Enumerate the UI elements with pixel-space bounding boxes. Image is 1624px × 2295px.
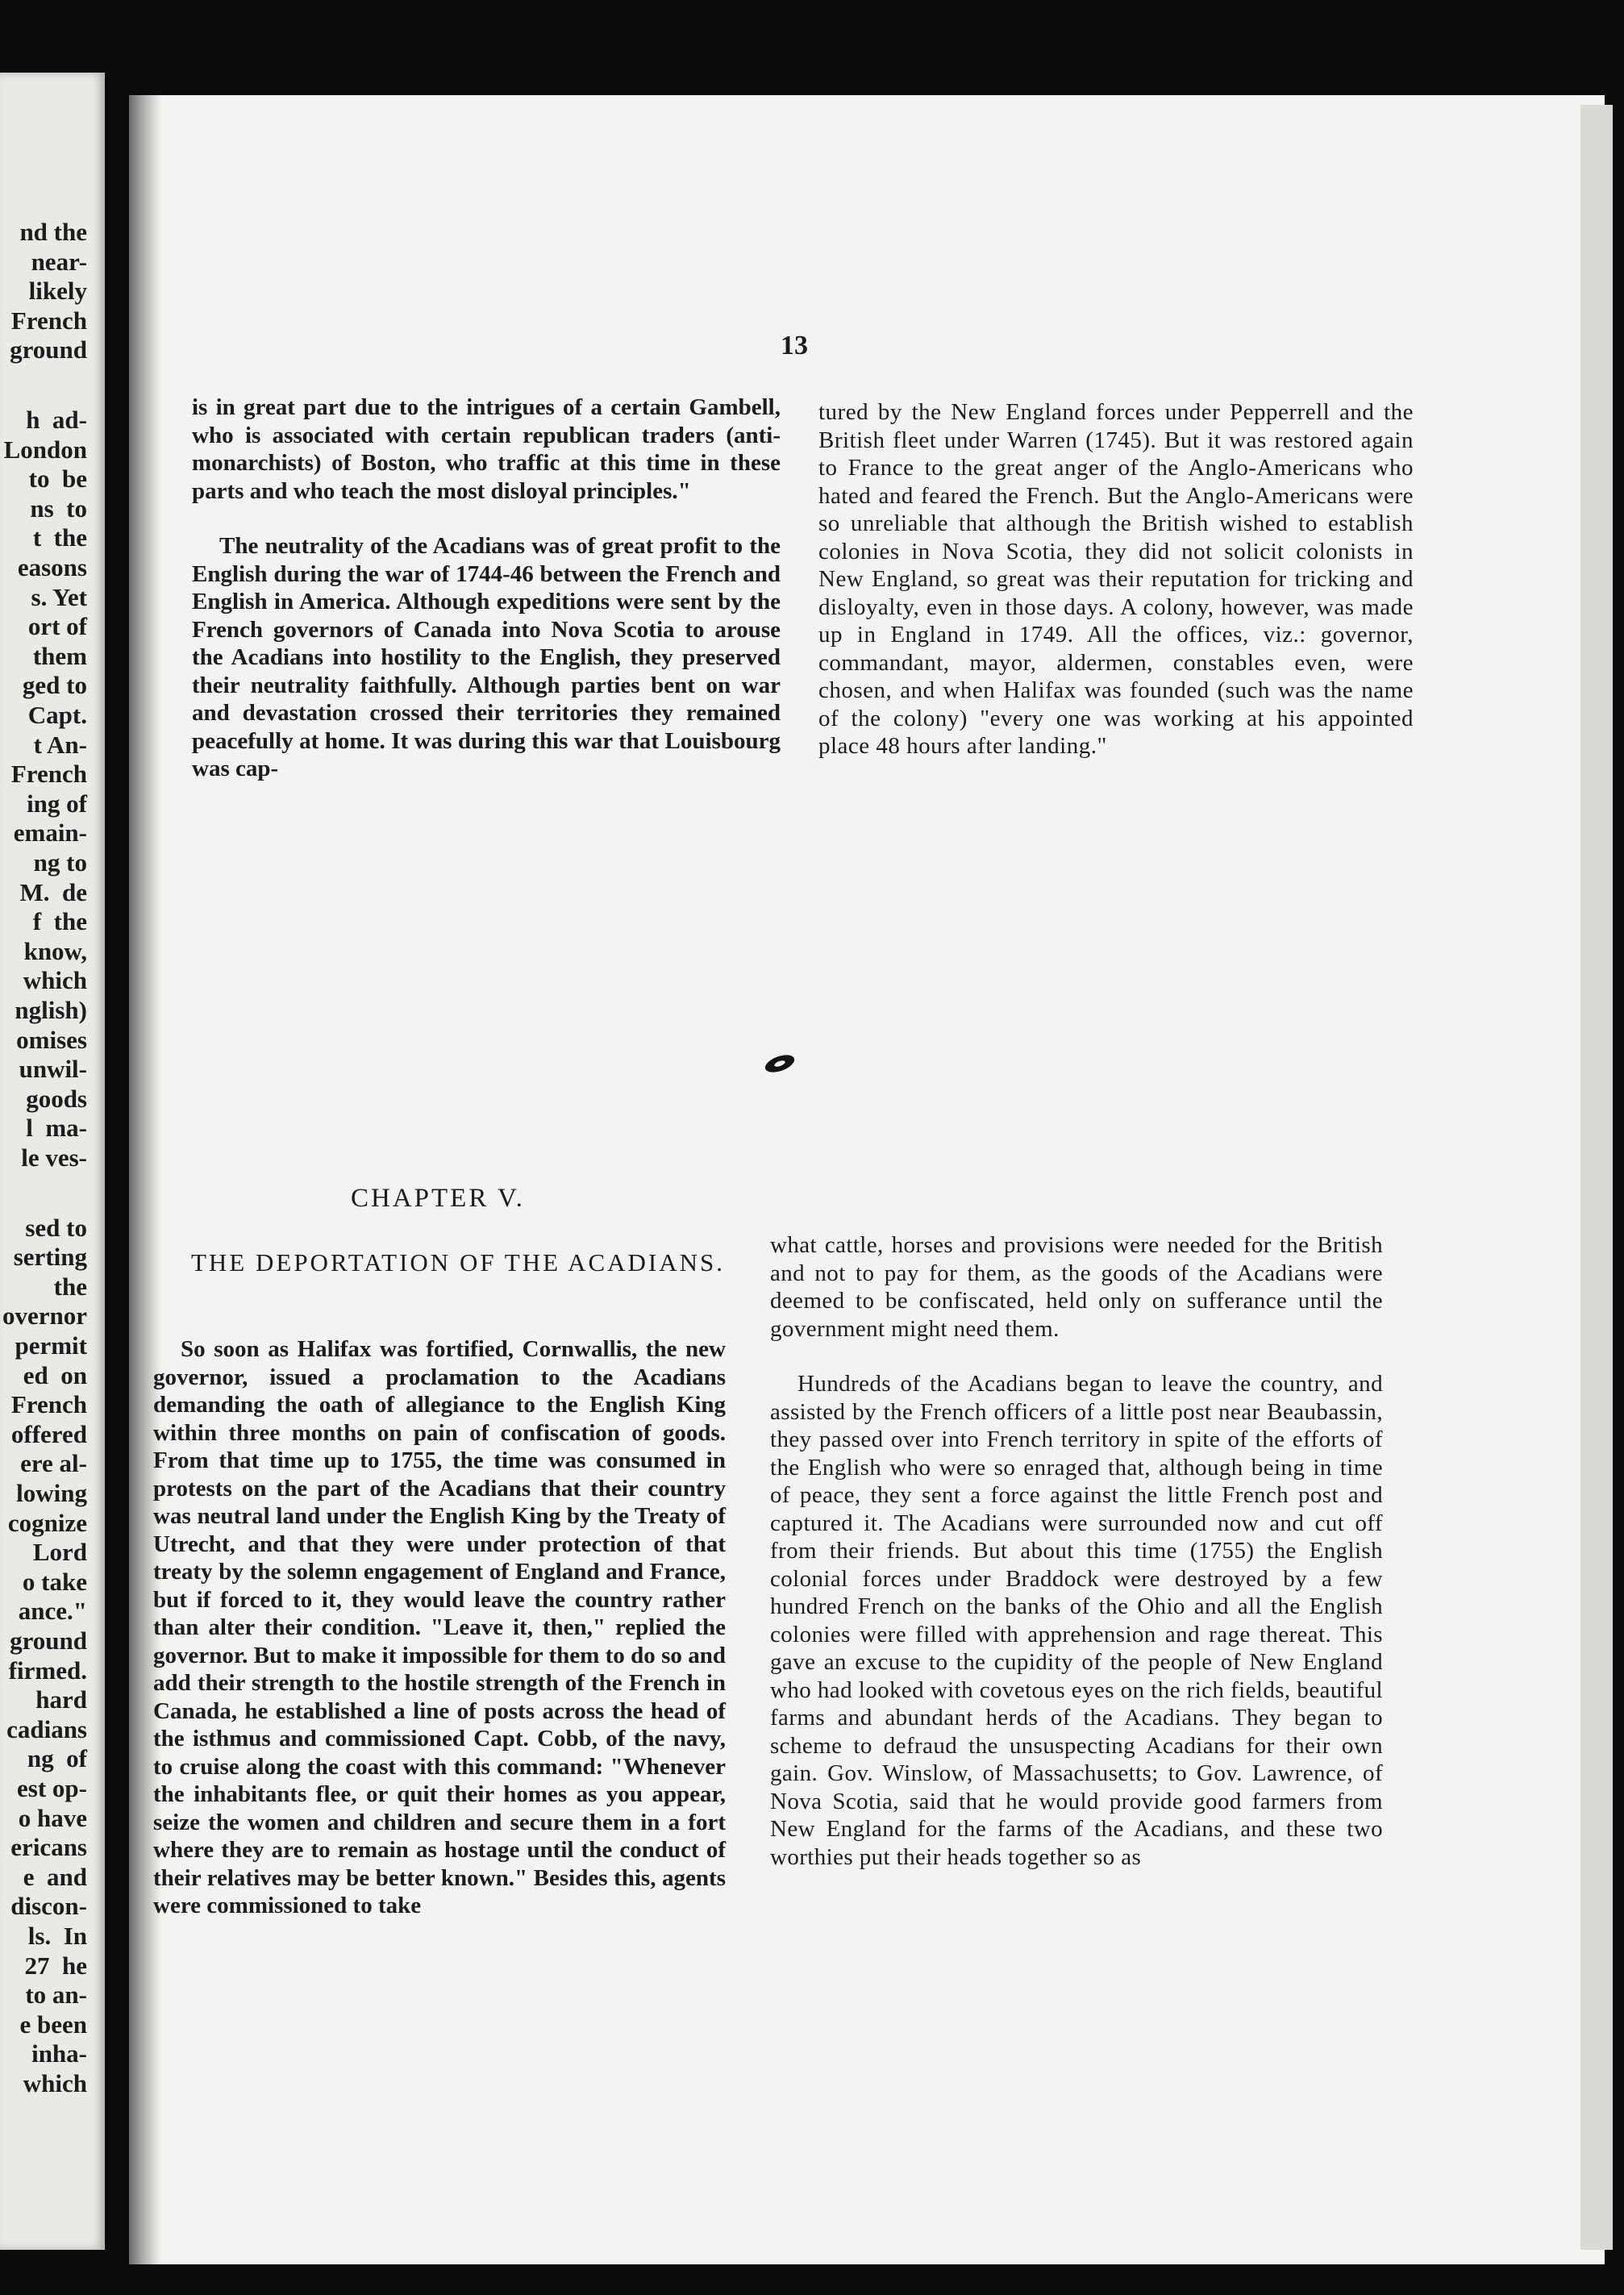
fragment-line: ng of <box>27 1744 87 1773</box>
fragment-line: cognize <box>7 1508 87 1537</box>
fragment-line: firmed. <box>8 1656 87 1685</box>
ornament-icon <box>762 1053 797 1074</box>
column-top-right <box>818 398 1414 760</box>
fragment-line: Lord <box>32 1538 87 1567</box>
fragment-line: lowing <box>16 1479 87 1507</box>
fragment-line: unwil- <box>19 1055 87 1084</box>
fragment-line: ericans <box>10 1833 87 1862</box>
page-edge <box>1580 105 1613 2250</box>
fragment-line: likely <box>28 277 87 306</box>
fragment-line: permit <box>15 1331 87 1360</box>
fragment-line: near- <box>31 247 87 276</box>
fragment-line: inha- <box>31 2039 87 2068</box>
fragment-line: le ves- <box>21 1143 87 1172</box>
fragment-line: French <box>10 760 87 789</box>
fragment-line: Capt. <box>27 701 87 729</box>
fragment-line: ground <box>10 1626 87 1655</box>
fragment-line: omises <box>16 1025 87 1054</box>
fragment-line: French <box>10 1390 87 1419</box>
fragment-line: ls. In <box>27 1922 87 1950</box>
chapter-title: THE DEPORTATION OF THE ACADIANS. <box>190 1248 725 1277</box>
fragment-line: goods <box>26 1084 87 1113</box>
chapter-number: CHAPTER V. <box>351 1184 525 1213</box>
column-bottom-left <box>153 1335 726 1920</box>
fragment-line: discon- <box>10 1892 87 1921</box>
fragment-line: h ad- <box>26 406 87 434</box>
paragraph: So soon as Halifax was fortified, Cornwallis, the new governor, issued a proclamation to the Acadians demanding the oath of allegiance to the English King within three months on pain of confiscation of goods. From that time up to 1755, the time was consumed in protests on the part of the Acadians that their country was neutral land under the English King by the Treaty of Utrecht, and that they were under protection of that treaty by the solemn engagement of England and France, but if forced to it, they would leave the country rather than alter their condition. "Leave it, then," replied the governor. But to make it impossible for them to do so and add their strength to the hostile strength of the French in Canada, he established a line of posts across the head of the isthmus and commissioned Capt. Cobb, of the navy, to cruise along the coast with this command: "Whenever the inhabitants flee, or quit their homes as you appear, seize the women and children and secure them in a fort where they are to remain as hostage until the conduct of their relatives may be better known." Besides this, agents were commissioned to take <box>153 1336 726 1918</box>
fragment-line: nglish) <box>15 996 87 1024</box>
fragment-line: ns to <box>30 494 87 523</box>
column-bottom-right <box>770 1231 1383 1871</box>
fragment-line: ng to <box>33 848 87 877</box>
paragraph: what cattle, horses and provisions were needed for the British and not to pay for them, as the goods of the Acadians were deemed to be confiscated, held only on sufferance until the government might need them. <box>770 1232 1383 1342</box>
fragment-line: o have <box>18 1803 87 1832</box>
fragment-line: ged to <box>22 671 87 700</box>
fragment-line: French <box>10 306 87 335</box>
fragment-line: know, <box>23 936 87 965</box>
fragment-line: M. de <box>19 877 87 906</box>
paragraph: is in great part due to the intrigues of a certain Gambell, who is associated with certain republican traders (anti-monarchists) of Boston, who traffic at this time in these parts and who teach the most disloyal principles." <box>192 394 781 504</box>
fragment-line: l ma- <box>26 1114 87 1143</box>
paragraph: Hundreds of the Acadians began to leave the country, and assisted by the French officers of a little post near Beaubassin, they passed over into French territory in spite of the efforts of the English who were so enraged that, although being in time of peace, they sent a force against the little French post and captured it. The Acadians were surrounded now and cut off from their friends. But about this time (1755) the English colonial forces under Braddock were destroyed by a few hundred French on the banks of the Ohio and all the English colonies were filled with apprehension and rage thereat. This gave an excuse to the cupidity of the people of New England who had looked with covetous eyes on the rich fields, beautiful farms and abundant herds of the Acadians. They began to scheme to defraud the unsuspecting Acadians for their own gain. Gov. Winslow, of Massachusetts; to Gov. Lawrence, of Nova Scotia, said that he would provide good farmers from New England for the farms of the Acadians, and these two worthies put their heads together so as <box>770 1371 1383 1870</box>
fragment-line: ing of <box>27 789 87 818</box>
fragment-line: 27 he <box>24 1951 87 1980</box>
fragment-line: ground <box>10 335 87 364</box>
fragment-line: est op- <box>17 1774 87 1802</box>
fragment-line: to be <box>28 464 87 494</box>
fragment-line: nd the <box>19 218 87 246</box>
page-number: 13 <box>781 331 808 360</box>
fragment-line: offered <box>10 1419 87 1448</box>
page-spine-shadow <box>129 95 161 2264</box>
fragment-line: ed on <box>23 1360 87 1389</box>
fragment-line: the <box>53 1272 87 1301</box>
adjacent-page-fragment <box>0 73 105 2250</box>
fragment-line: serting <box>13 1243 87 1272</box>
paragraph: The neutrality of the Acadians was of great profit to the English during the war of 1744-46 between the French and English in America. Although expeditions were sent by the French governors of Canada into Nova Scotia to arouse the Acadians into hostility to the English, they preserved their neutrality faithfully. Although parties bent on war and devastation crossed their territories they remained peacefully at home. It was during this war that Louisbourg was cap- <box>192 533 781 781</box>
fragment-line: easons <box>17 553 87 581</box>
fragment-line: them <box>32 641 87 670</box>
fragment-line: emain- <box>13 818 87 848</box>
fragment-line: e been <box>19 2010 87 2039</box>
fragment-line: which <box>23 2069 87 2097</box>
fragment-line: ere al- <box>20 1449 87 1478</box>
fragment-line: t the <box>32 523 87 552</box>
fragment-line: sed to <box>25 1213 87 1242</box>
fragment-line: overnor <box>2 1302 87 1331</box>
fragment-line: t An- <box>33 730 87 759</box>
fragment-line: London <box>3 435 87 464</box>
fragment-line: to an- <box>25 1981 87 2010</box>
fragment-line: f the <box>32 907 87 936</box>
fragment-line: hard <box>35 1685 87 1714</box>
column-top-left <box>192 394 781 783</box>
fragment-line: ort of <box>27 612 87 641</box>
fragment-line: o take <box>22 1567 87 1596</box>
fragment-line: which <box>23 966 87 995</box>
paragraph: tured by the New England forces under Pepperrell and the British fleet under Warren (1745). But it was restored again to France to the great anger of the Anglo-Americans who hated and feared the French. But the Anglo-Americans were so unreliable that although the British wished to establish colonies in Nova Scotia, they did not solicit colonists in New England, so great was their reputation for tricking and disloyalty, even in those days. A colony, however, was made up in England in 1749. All the offices, viz.: governor, commandant, mayor, aldermen, constables even, were chosen, and when Halifax was founded (such was the name of the colony) "every one was working at his appointed place 48 hours after landing." <box>818 399 1414 759</box>
fragment-line: s. Yet <box>31 582 87 611</box>
fragment-line: cadians <box>6 1714 87 1743</box>
fragment-line: ance." <box>18 1597 87 1626</box>
fragment-line: e and <box>23 1862 87 1891</box>
